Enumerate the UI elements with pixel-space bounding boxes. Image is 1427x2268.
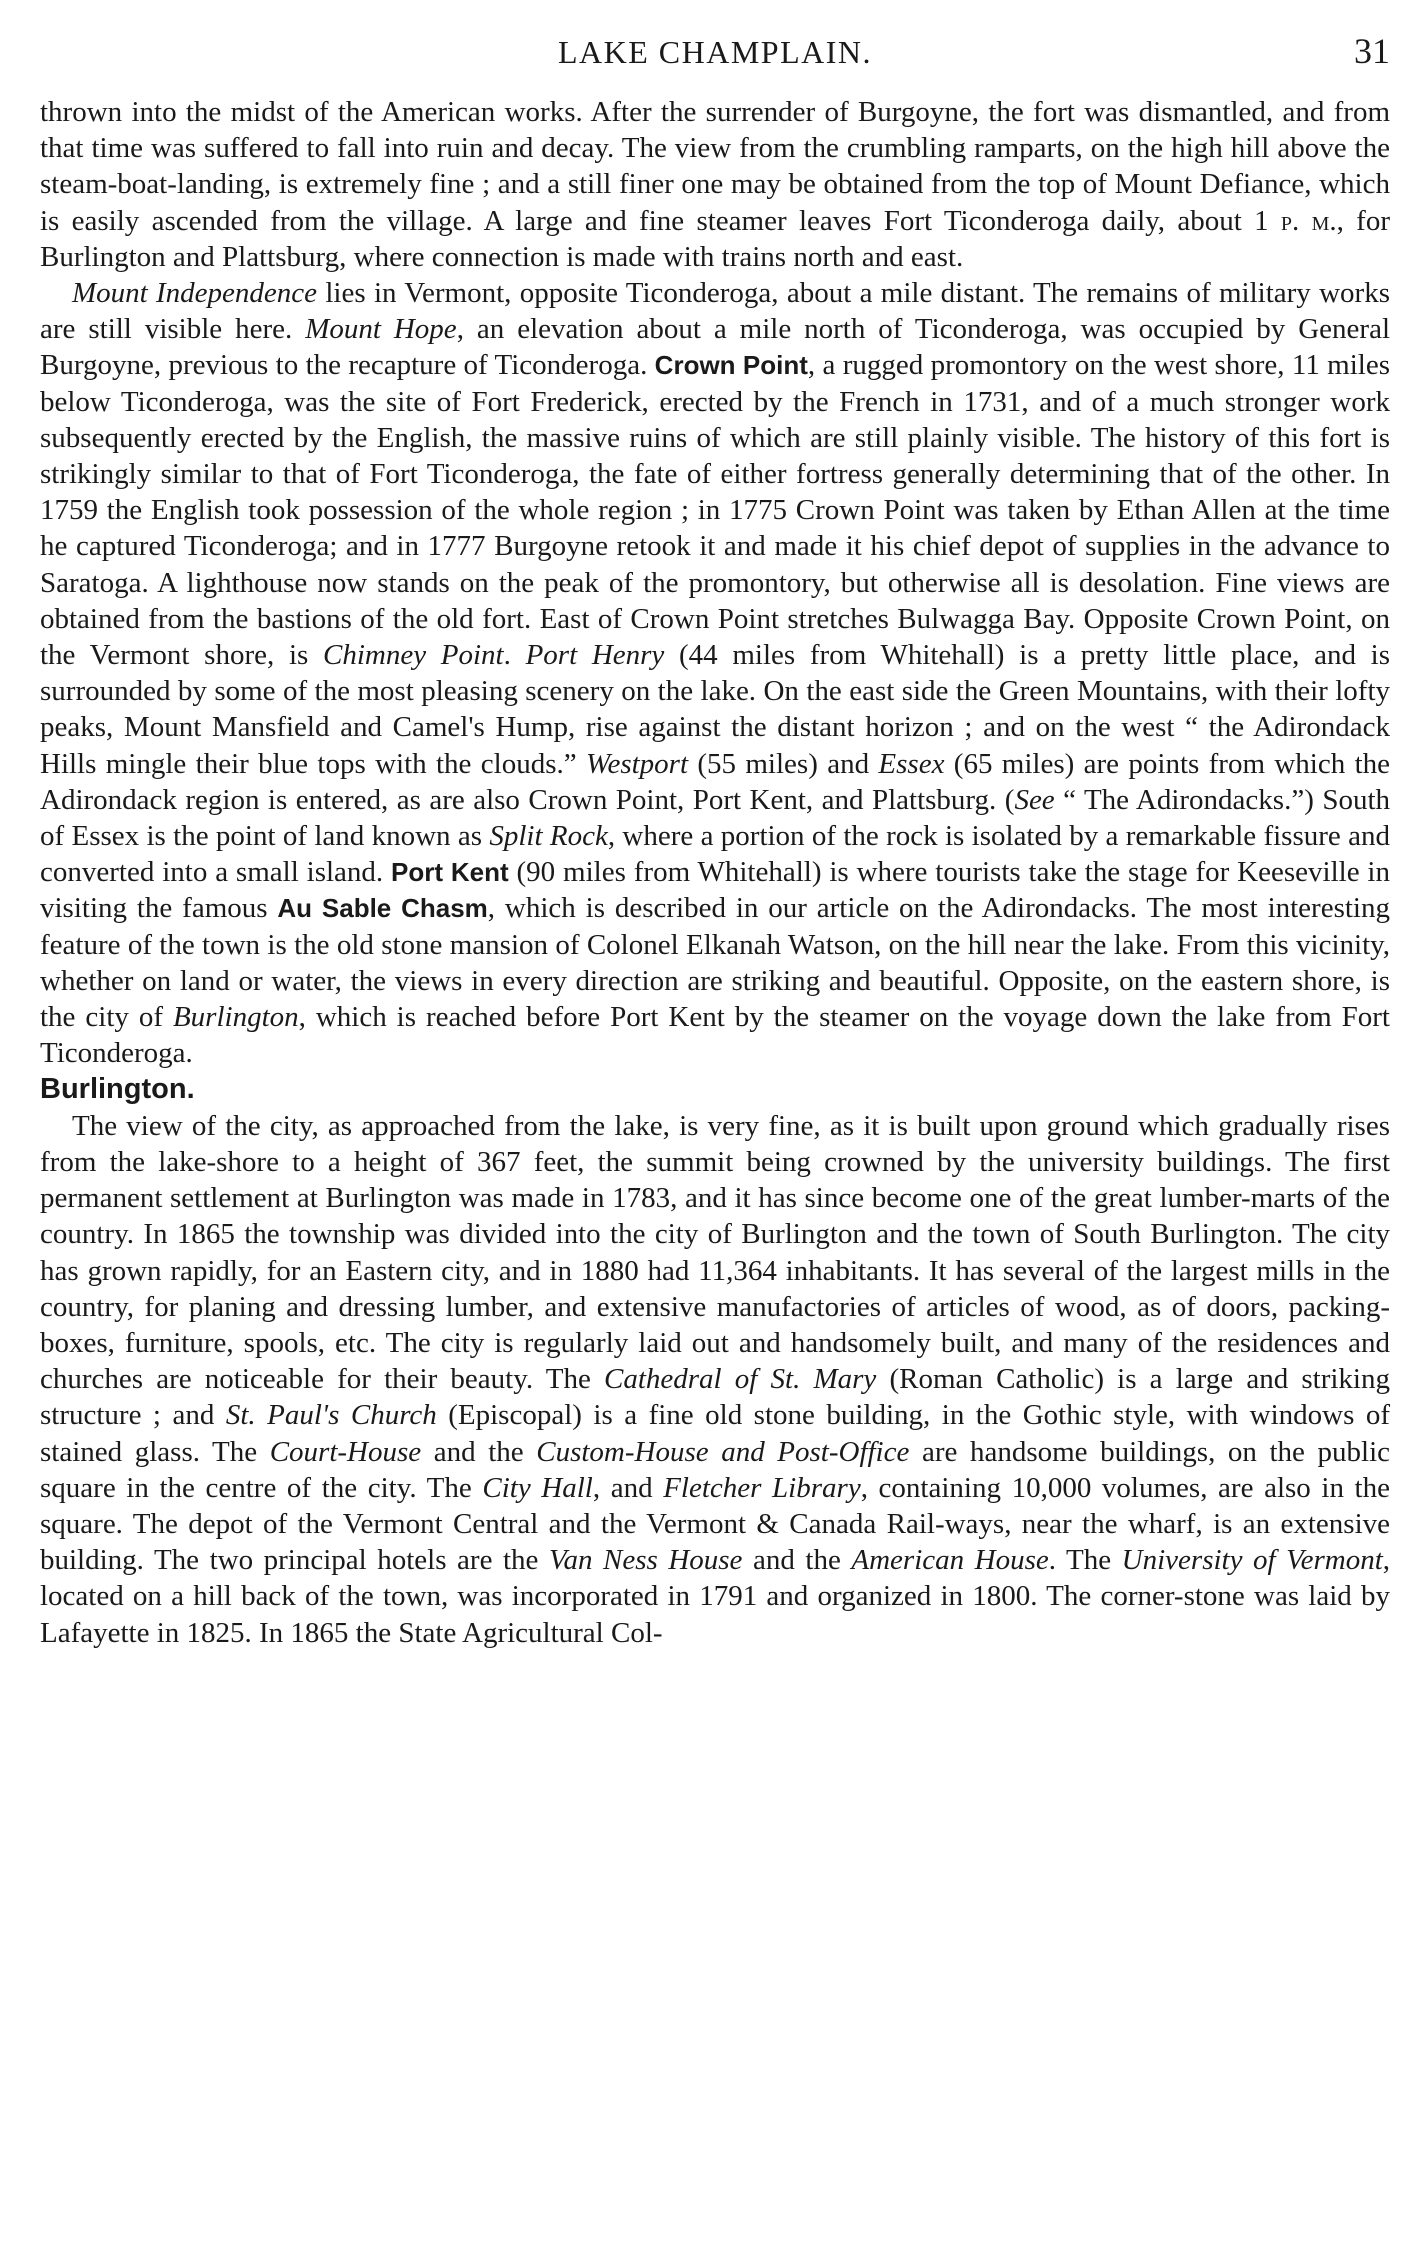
place-university-of-vermont: University of Vermont: [1121, 1544, 1383, 1577]
place-st-pauls-church: St. Paul's Church: [225, 1399, 437, 1432]
place-van-ness-house: Van Ness House: [548, 1544, 743, 1577]
text-run: , located on a hill back of the town, was incorporated in 1791 and organized in 1800. The corner-stone was laid by Lafayette in 1825. In 1865 the State Agricultural Col-: [40, 1544, 1391, 1649]
text-run: and the: [742, 1544, 852, 1577]
place-au-sable-chasm: Au Sable Chasm: [277, 893, 488, 924]
text-run: (90 miles from Whitehall) is where tourists take the stage for Keeseville in visiting the famous: [40, 856, 1390, 925]
body-text: [40, 94, 1390, 1651]
time-abbrev: p. m.: [1280, 204, 1337, 237]
paragraph-ticonderoga: [40, 94, 1390, 275]
place-city-hall: City Hall: [482, 1471, 593, 1504]
text-run: , a rugged promontory on the west shore, 11 miles below Ticonderoga, was the site of Fort Frederick, erected by the French in 1731, and of a much stronger work subsequently erected by the English, the massive ruins of which are still plainly visible. The history of this fort is strikingly similar to that of Fort Ticonderoga, the fate of either fortress generally determining that of the other. In 1759 the English took possession of the whole region ; in 1775 Crown Point was taken by Ethan Allen at the time he captured Ticonderoga; and in 1777 Burgoyne retook it and made it his chief depot of supplies in the advance to Saratoga. A lighthouse now stands on the peak of the promontory, but otherwise all is desolation. Fine views are obtained from the bastions of the old fort. East of Crown Point stretches Bulwagga Bay. Opposite Crown Point, on the Vermont shore, is: [40, 349, 1391, 672]
place-chimney-point: Chimney Point: [323, 639, 504, 672]
text-run: (55 miles) and: [688, 747, 879, 780]
place-port-kent: Port Kent: [391, 857, 509, 888]
place-fletcher-library: Fletcher Library: [663, 1471, 861, 1504]
place-american-house: American House: [851, 1544, 1049, 1577]
text-run: , which is described in our article on the Adirondacks. The most interesting feature of the town is the old stone mansion of Colonel Elkanah Watson, on the hill near the lake. From this vicinity, whether on land or water, the views in every direction are striking and beautiful. Opposite, on the eastern shore, is the city of: [40, 892, 1390, 1034]
text-run: (65 miles) are points from which the Adirondack region is entered, as are also Crown Point, Port Kent, and Plattsburg. (: [40, 747, 1390, 816]
place-westport: Westport: [585, 747, 689, 780]
text-run: , and: [592, 1471, 664, 1504]
text-run: thrown into the midst of the American works. After the surrender of Burgoyne, the fort was dismantled, and from that time was suffered to fall into ruin and decay. The view from the crumbling ramparts, on the high hill above the steam-boat-landing, is extremely fine ; and a still finer one may be obtained from the top of Mount Defiance, which is easily ascended from the village. A large and fine steamer leaves Fort Ticonderoga daily, about 1: [40, 96, 1390, 237]
text-run: , for Burlington and Plattsburg, where connection is made with trains north and east.: [40, 204, 1390, 273]
book-page: [40, 28, 1390, 1651]
text-run: lies in Vermont, opposite Ticonderoga, about a mile distant. The remains of military works are still visible here.: [40, 277, 1390, 346]
text-run: “ The Adirondacks.”) South of Essex is the point of land known as: [40, 783, 1391, 853]
text-run: (44 miles from Whitehall) is a pretty little place, and is surrounded by some of the most pleasing scenery on the lake. On the east side the Green Mountains, with their lofty peaks, Mount Mansfield and Camel's Hump, rise against the distant horizon ; and on the west “ the Adirondack Hills mingle their blue tops with the clouds.”: [40, 639, 1391, 780]
place-mount-independence: Mount Independence: [72, 277, 318, 310]
text-run: .: [503, 639, 526, 672]
text-run: , where a portion of the rock is isolated by a remarkable fissure and converted into a small island.: [40, 820, 1390, 889]
paragraph-crown-point: [40, 275, 1390, 1071]
running-head: [40, 28, 1390, 72]
text-run: , containing 10,000 volumes, are also in the square. The depot of the Vermont Central and the Vermont & Canada Rail-ways, near the wharf, is an extensive building. The two principal hotels are the: [40, 1471, 1390, 1577]
place-custom-house: Custom-House and Post-Office: [536, 1435, 910, 1468]
text-run: (Roman Catholic) is a large and striking structure ; and: [40, 1363, 1390, 1432]
place-split-rock: Split Rock: [489, 820, 608, 853]
paragraph-burlington: [40, 1108, 1390, 1651]
place-court-house: Court-House: [269, 1435, 422, 1468]
text-run: The view of the city, as approached from the lake, is very fine, as it is built upon ground which gradually rises from the lake-shore to a height of 367 feet, the summit being crowned by the university buildings. The first permanent settlement at Burlington was made in 1783, and it has since become one of the great lumber-marts of the country. In 1865 the township was divided into the city of Burlington and the town of South Burlington. The city has grown rapidly, for an Eastern city, and in 1880 had 11,364 inhabitants. It has several of the largest mills in the country, for planing and dressing lumber, and extensive manufactories of articles of wood, as of doors, packing-boxes, furniture, spools, etc. The city is regularly laid out and handsomely built, and many of the residences and churches are noticeable for their beauty. The: [40, 1109, 1390, 1396]
place-cathedral: Cathedral of St. Mary: [604, 1363, 877, 1396]
place-crown-point: Crown Point: [654, 350, 808, 381]
text-run: and the: [421, 1435, 537, 1468]
see-reference: See: [1014, 783, 1055, 816]
text-run: , an elevation about a mile north of Ticonderoga, was occupied by General Burgoyne, previous to the recapture of Ticonderoga.: [40, 313, 1390, 382]
place-port-henry: Port Henry: [525, 639, 665, 672]
section-heading: Burlington.: [40, 1073, 195, 1106]
place-burlington: Burlington: [172, 1001, 299, 1034]
text-run: . The: [1048, 1544, 1122, 1577]
place-mount-hope: Mount Hope: [305, 313, 457, 346]
text-run: are handsome buildings, on the public square in the centre of the city. The: [40, 1435, 1390, 1504]
text-run: (Episcopal) is a fine old stone building, in the Gothic style, with windows of stained glass. The: [40, 1399, 1391, 1468]
text-run: , which is reached before Port Kent by the steamer on the voyage down the lake from Fort Ticonderoga.: [40, 1001, 1390, 1070]
place-essex: Essex: [878, 747, 945, 780]
page-number: 31: [1354, 31, 1390, 71]
running-title: LAKE CHAMPLAIN.: [557, 34, 873, 70]
